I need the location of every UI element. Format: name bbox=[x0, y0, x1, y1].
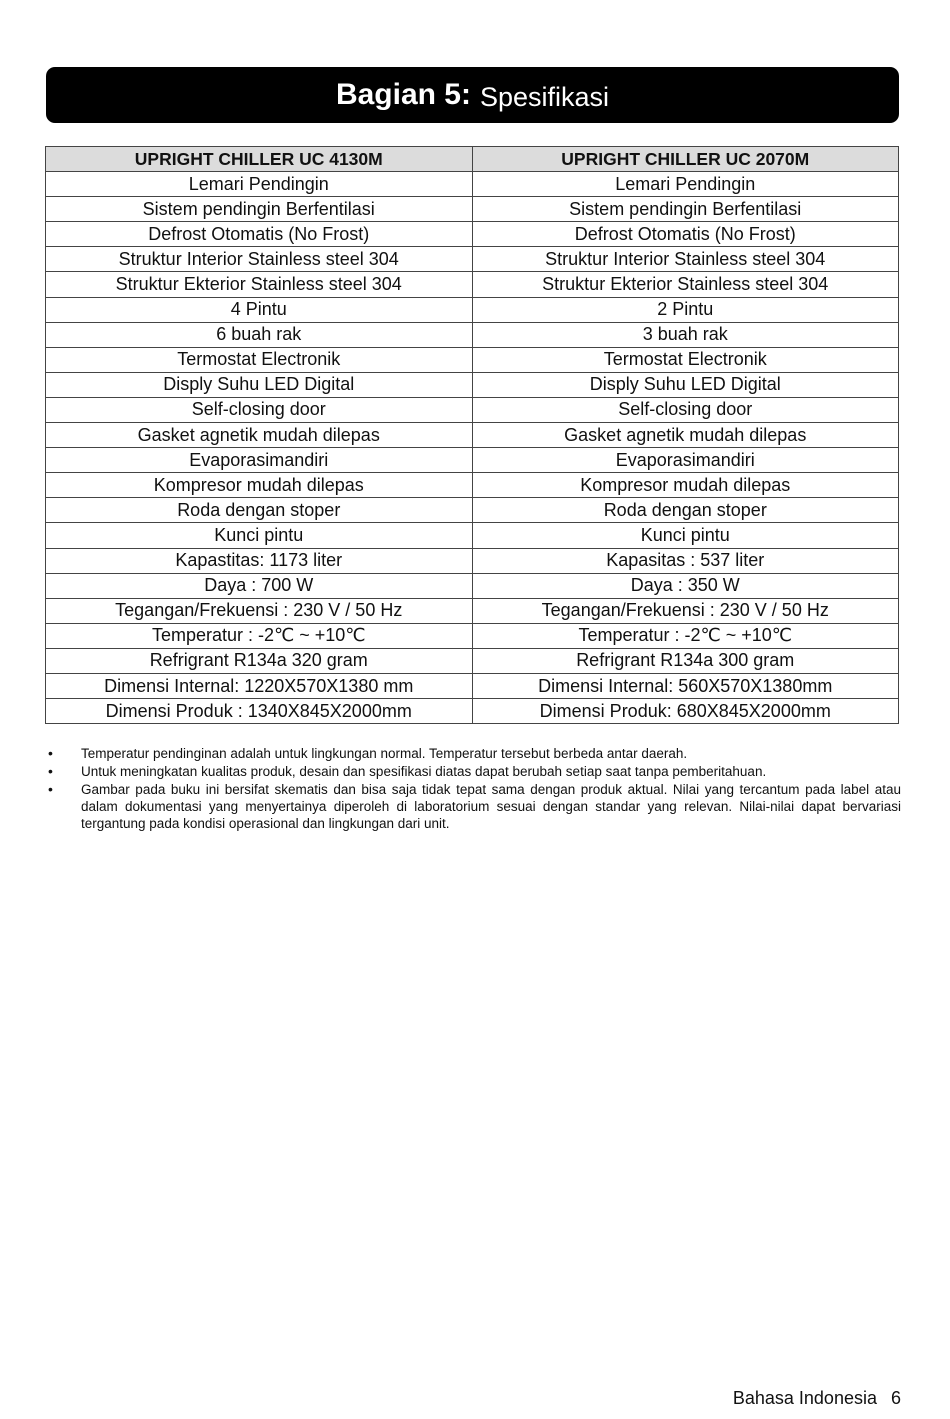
table-row bbox=[46, 222, 899, 247]
table-row bbox=[46, 573, 899, 598]
table-cell: Lemari Pendingin bbox=[46, 172, 473, 197]
table-cell: 3 buah rak bbox=[472, 322, 899, 347]
table-cell: Gasket agnetik mudah dilepas bbox=[472, 423, 899, 448]
table-row bbox=[46, 523, 899, 548]
table-cell: Gasket agnetik mudah dilepas bbox=[46, 423, 473, 448]
table-row bbox=[46, 272, 899, 297]
table-row bbox=[46, 473, 899, 498]
table-row bbox=[46, 423, 899, 448]
section-title-regular: Spesifikasi bbox=[479, 81, 610, 112]
bullet-icon: • bbox=[48, 763, 53, 779]
table-cell: 6 buah rak bbox=[46, 322, 473, 347]
table-cell: Roda dengan stoper bbox=[472, 498, 899, 523]
table-cell: Kapasitas : 537 liter bbox=[472, 548, 899, 573]
list-item bbox=[45, 781, 901, 832]
table-cell: Struktur Ekterior Stainless steel 304 bbox=[46, 272, 473, 297]
table-cell: Kunci pintu bbox=[46, 523, 473, 548]
table-cell: Dimensi Produk : 1340X845X2000mm bbox=[46, 699, 473, 724]
table-cell: Defrost Otomatis (No Frost) bbox=[472, 222, 899, 247]
page-number: 6 bbox=[890, 1388, 901, 1408]
table-cell: Lemari Pendingin bbox=[472, 172, 899, 197]
table-row bbox=[46, 247, 899, 272]
table-cell: Temperatur : -2℃ ~ +10℃ bbox=[46, 623, 473, 648]
table-cell: Tegangan/Frekuensi : 230 V / 50 Hz bbox=[46, 598, 473, 623]
table-cell: Daya : 350 W bbox=[472, 573, 899, 598]
column-header: UPRIGHT CHILLER UC 2070M bbox=[472, 147, 899, 172]
page-footer bbox=[733, 1388, 901, 1409]
table-cell: Struktur Interior Stainless steel 304 bbox=[472, 247, 899, 272]
table-row bbox=[46, 448, 899, 473]
table-row bbox=[46, 347, 899, 372]
bullet-icon: • bbox=[48, 781, 53, 797]
table-cell: Defrost Otomatis (No Frost) bbox=[46, 222, 473, 247]
note-text: Gambar pada buku ini bersifat skematis dan bisa saja tidak tepat sama dengan produk aktual. Nilai yang tercantum pada label atau dalam dokumentasi yang menyertainya diperoleh di laboratorium sesuai dengan standar yang relevan. Nilai-nilai dapat bervariasi tergantung pada kondisi operasional dan lingkungan dari unit. bbox=[81, 782, 901, 831]
list-item bbox=[45, 745, 901, 762]
table-row bbox=[46, 372, 899, 397]
table-cell: Kompresor mudah dilepas bbox=[46, 473, 473, 498]
table-row bbox=[46, 598, 899, 623]
section-title-bar bbox=[46, 67, 899, 123]
table-cell: Termostat Electronik bbox=[472, 347, 899, 372]
table-row bbox=[46, 699, 899, 724]
table-cell: Dimensi Produk: 680X845X2000mm bbox=[472, 699, 899, 724]
table-cell: Dimensi Internal: 1220X570X1380 mm bbox=[46, 673, 473, 698]
table-cell: Self-closing door bbox=[472, 397, 899, 422]
table-cell: Daya : 700 W bbox=[46, 573, 473, 598]
table-row bbox=[46, 397, 899, 422]
table-row bbox=[46, 548, 899, 573]
table-cell: Struktur Interior Stainless steel 304 bbox=[46, 247, 473, 272]
table-cell: Temperatur : -2℃ ~ +10℃ bbox=[472, 623, 899, 648]
table-cell: 4 Pintu bbox=[46, 297, 473, 322]
spec-table bbox=[45, 146, 899, 724]
table-header-row bbox=[46, 147, 899, 172]
note-text: Untuk meningkatan kualitas produk, desain dan spesifikasi diatas dapat berubah setiap saat tanpa pemberitahuan. bbox=[81, 764, 767, 779]
table-cell: Kapastitas: 1173 liter bbox=[46, 548, 473, 573]
list-item bbox=[45, 763, 901, 780]
note-text: Temperatur pendinginan adalah untuk lingkungan normal. Temperatur tersebut berbeda antar daerah. bbox=[81, 746, 688, 761]
table-cell: Termostat Electronik bbox=[46, 347, 473, 372]
table-row bbox=[46, 197, 899, 222]
table-cell: Kompresor mudah dilepas bbox=[472, 473, 899, 498]
table-cell: Struktur Ekterior Stainless steel 304 bbox=[472, 272, 899, 297]
table-cell: Kunci pintu bbox=[472, 523, 899, 548]
table-cell: Refrigrant R134a 320 gram bbox=[46, 648, 473, 673]
column-header: UPRIGHT CHILLER UC 4130M bbox=[46, 147, 473, 172]
table-cell: Disply Suhu LED Digital bbox=[472, 372, 899, 397]
table-cell: Self-closing door bbox=[46, 397, 473, 422]
table-cell: Refrigrant R134a 300 gram bbox=[472, 648, 899, 673]
bullet-icon: • bbox=[48, 745, 53, 761]
table-row bbox=[46, 648, 899, 673]
footer-language: Bahasa Indonesia bbox=[732, 1388, 877, 1408]
table-cell: Disply Suhu LED Digital bbox=[46, 372, 473, 397]
table-cell: Sistem pendingin Berfentilasi bbox=[472, 197, 899, 222]
table-row bbox=[46, 623, 899, 648]
table-cell: Evaporasimandiri bbox=[472, 448, 899, 473]
table-cell: Sistem pendingin Berfentilasi bbox=[46, 197, 473, 222]
table-cell: 2 Pintu bbox=[472, 297, 899, 322]
section-title-bold: Bagian 5: bbox=[335, 78, 471, 111]
table-cell: Roda dengan stoper bbox=[46, 498, 473, 523]
table-row bbox=[46, 498, 899, 523]
table-cell: Tegangan/Frekuensi : 230 V / 50 Hz bbox=[472, 598, 899, 623]
spec-table-body bbox=[46, 172, 899, 724]
table-cell: Evaporasimandiri bbox=[46, 448, 473, 473]
table-row bbox=[46, 297, 899, 322]
table-cell: Dimensi Internal: 560X570X1380mm bbox=[472, 673, 899, 698]
table-row bbox=[46, 673, 899, 698]
notes-list bbox=[45, 745, 901, 833]
table-row bbox=[46, 322, 899, 347]
table-row bbox=[46, 172, 899, 197]
